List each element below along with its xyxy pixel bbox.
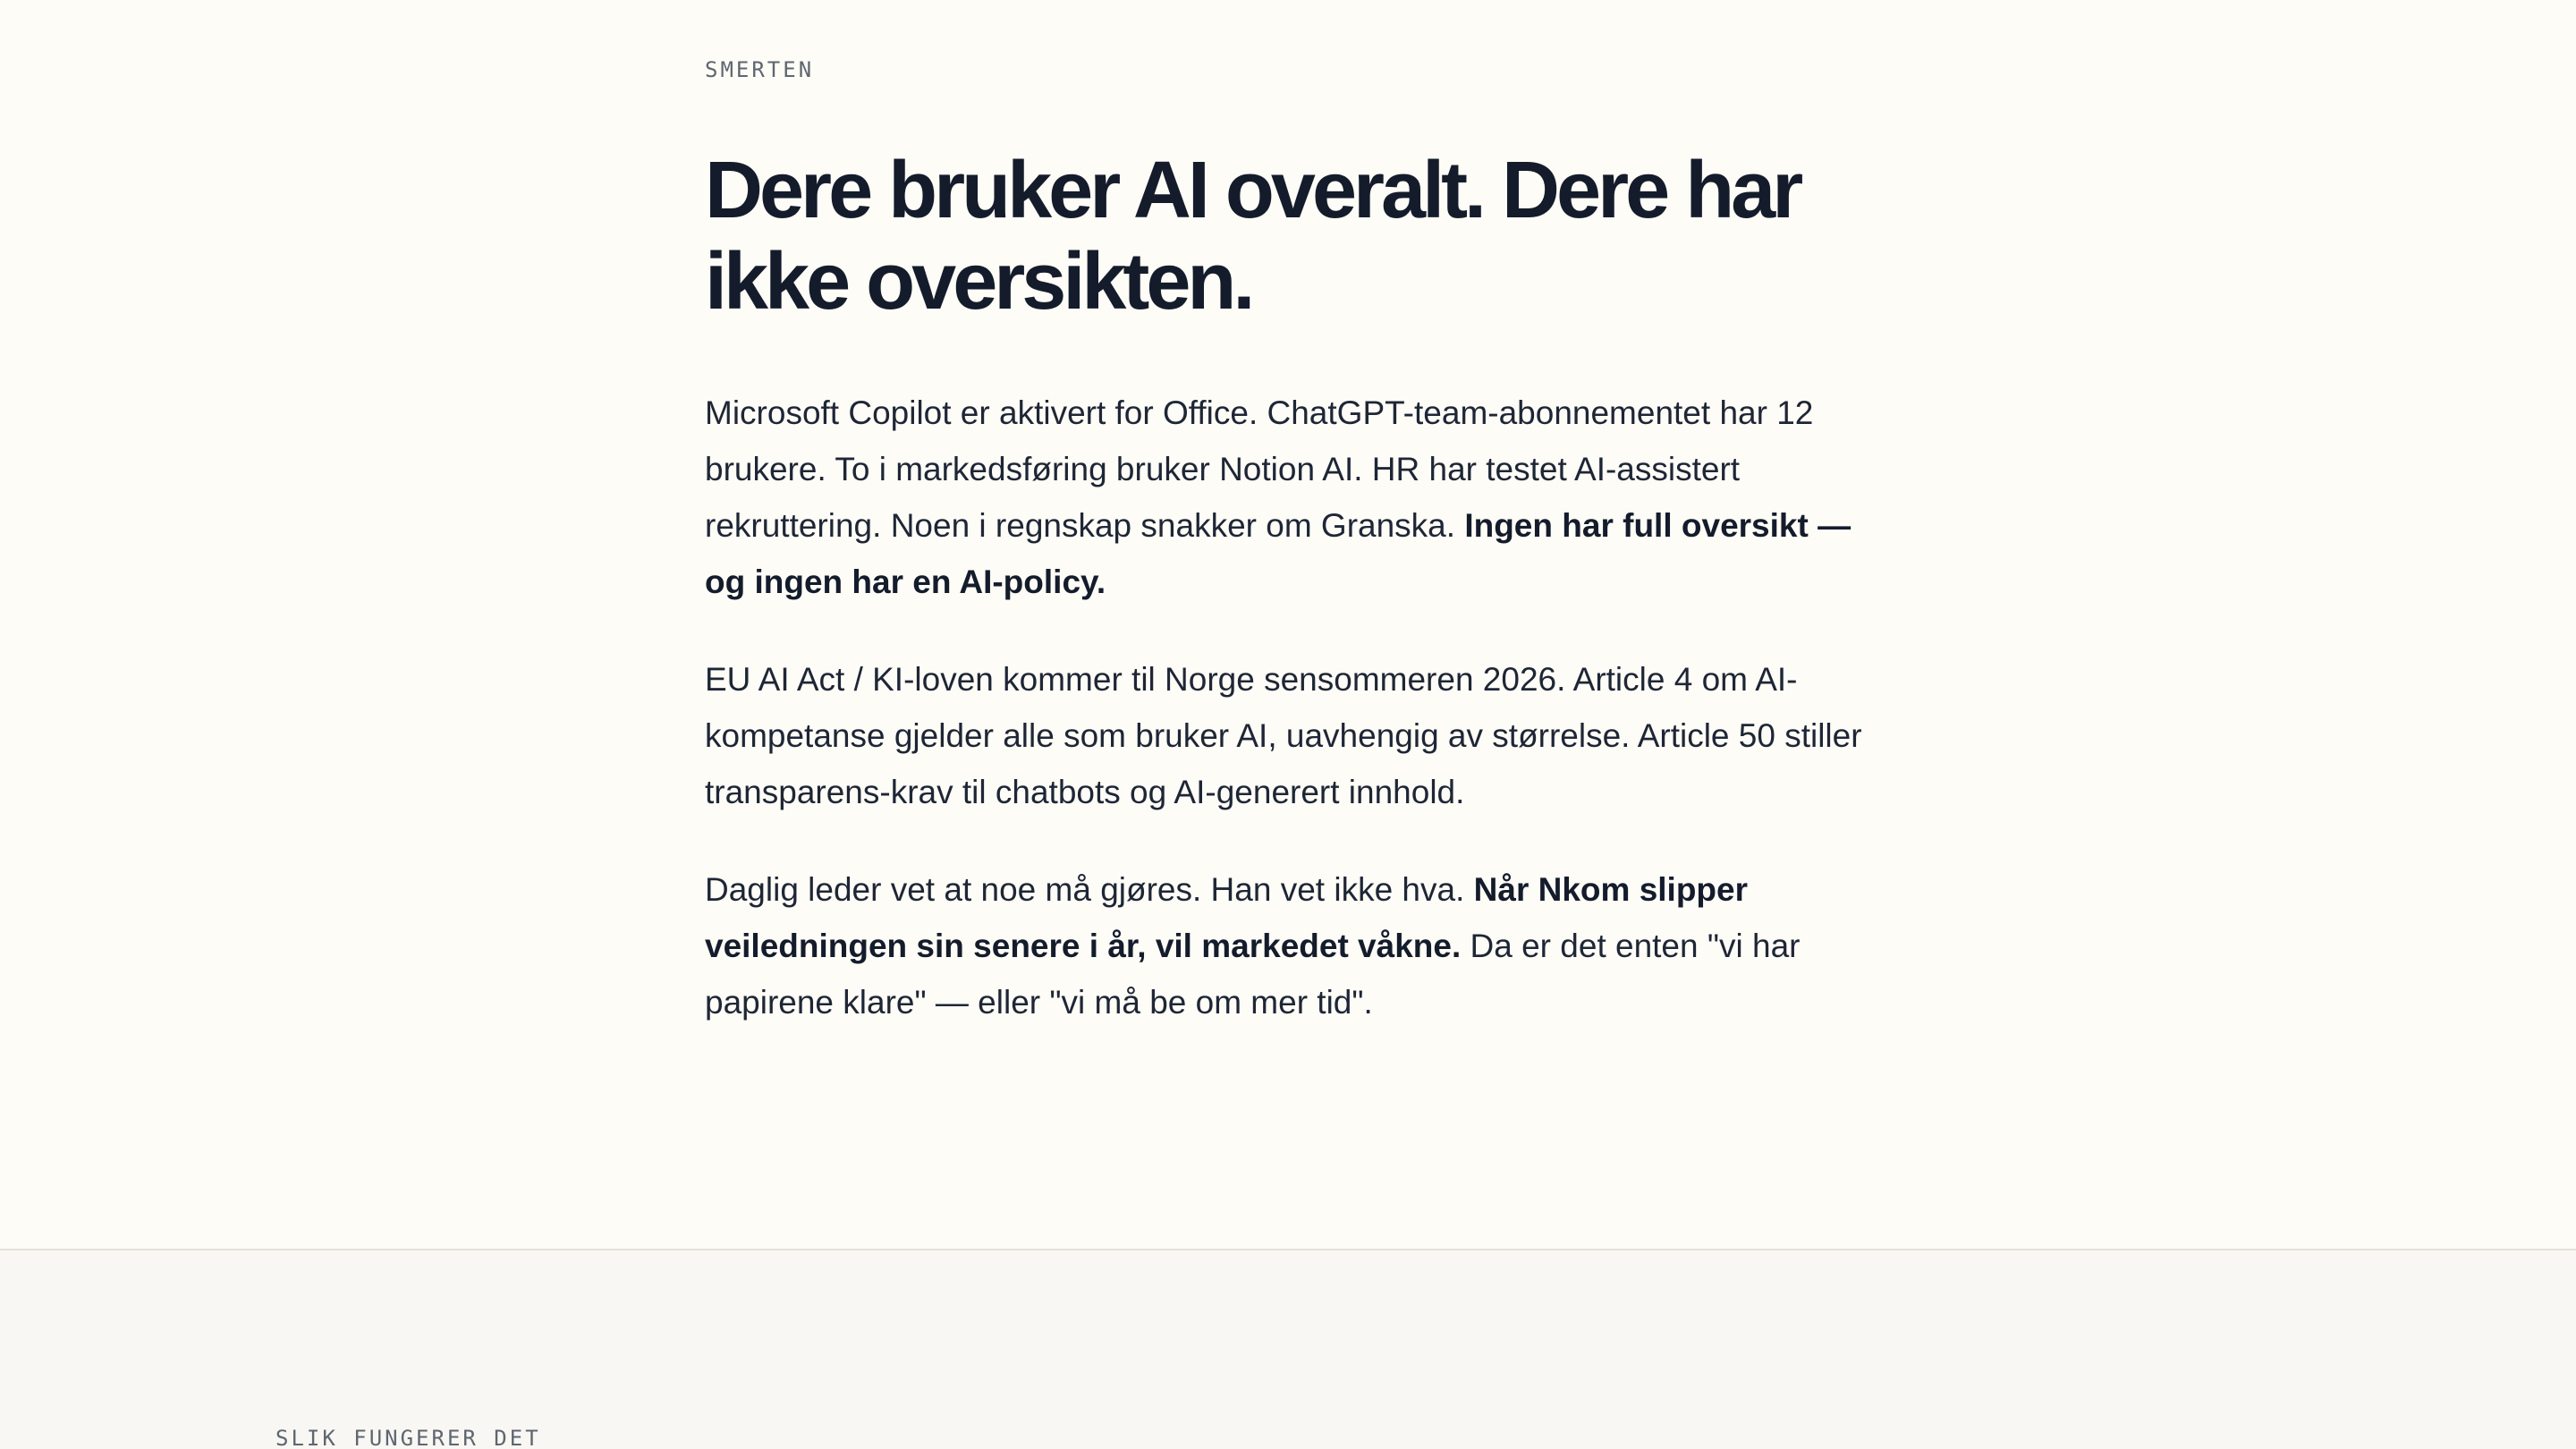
how-it-works-eyebrow: SLIK FUNGERER DET (275, 1426, 541, 1449)
paragraph-urgency-text-before: Daglig leder vet at noe må gjøres. Han vet ikke hva. (705, 871, 1474, 908)
paragraph-regulation (705, 651, 1877, 820)
pain-content (705, 52, 1885, 1021)
body-text (705, 385, 1877, 1072)
paragraph-urgency (705, 861, 1877, 1030)
section-eyebrow: SMERTEN (705, 57, 815, 82)
paragraph-tools-text: Microsoft Copilot er aktivert for Office. ChatGPT-team-abonnementet har 12 brukere. To i markedsføring bruker Notion AI. HR har testet AI-assistert rekruttering. Noen i regnskap snakker om Granska. (705, 394, 1814, 544)
paragraph-urgency-emphasis: Når Nkom slipper veiledningen sin senere i år, vil markedet våkne. (705, 871, 1749, 964)
paragraph-tools (705, 385, 1877, 610)
how-it-works-section (0, 1250, 2576, 1449)
section-headline: Dere bruker AI overalt. Dere har ikke oversikten. (705, 146, 1801, 326)
paragraph-regulation-text: EU AI Act / KI-loven kommer til Norge sensommeren 2026. Article 4 om AI-kompetanse gjelder alle som bruker AI, uavhengig av størrelse. Article 50 stiller transparens-krav til chatbots og AI-generert innhold. (705, 661, 1862, 810)
paragraph-tools-emphasis: Ingen har full oversikt — og ingen har en AI-policy. (705, 507, 1852, 600)
paragraph-urgency-text-after: Da er det enten "vi har papirene klare" — eller "vi må be om mer tid". (705, 928, 1801, 1021)
